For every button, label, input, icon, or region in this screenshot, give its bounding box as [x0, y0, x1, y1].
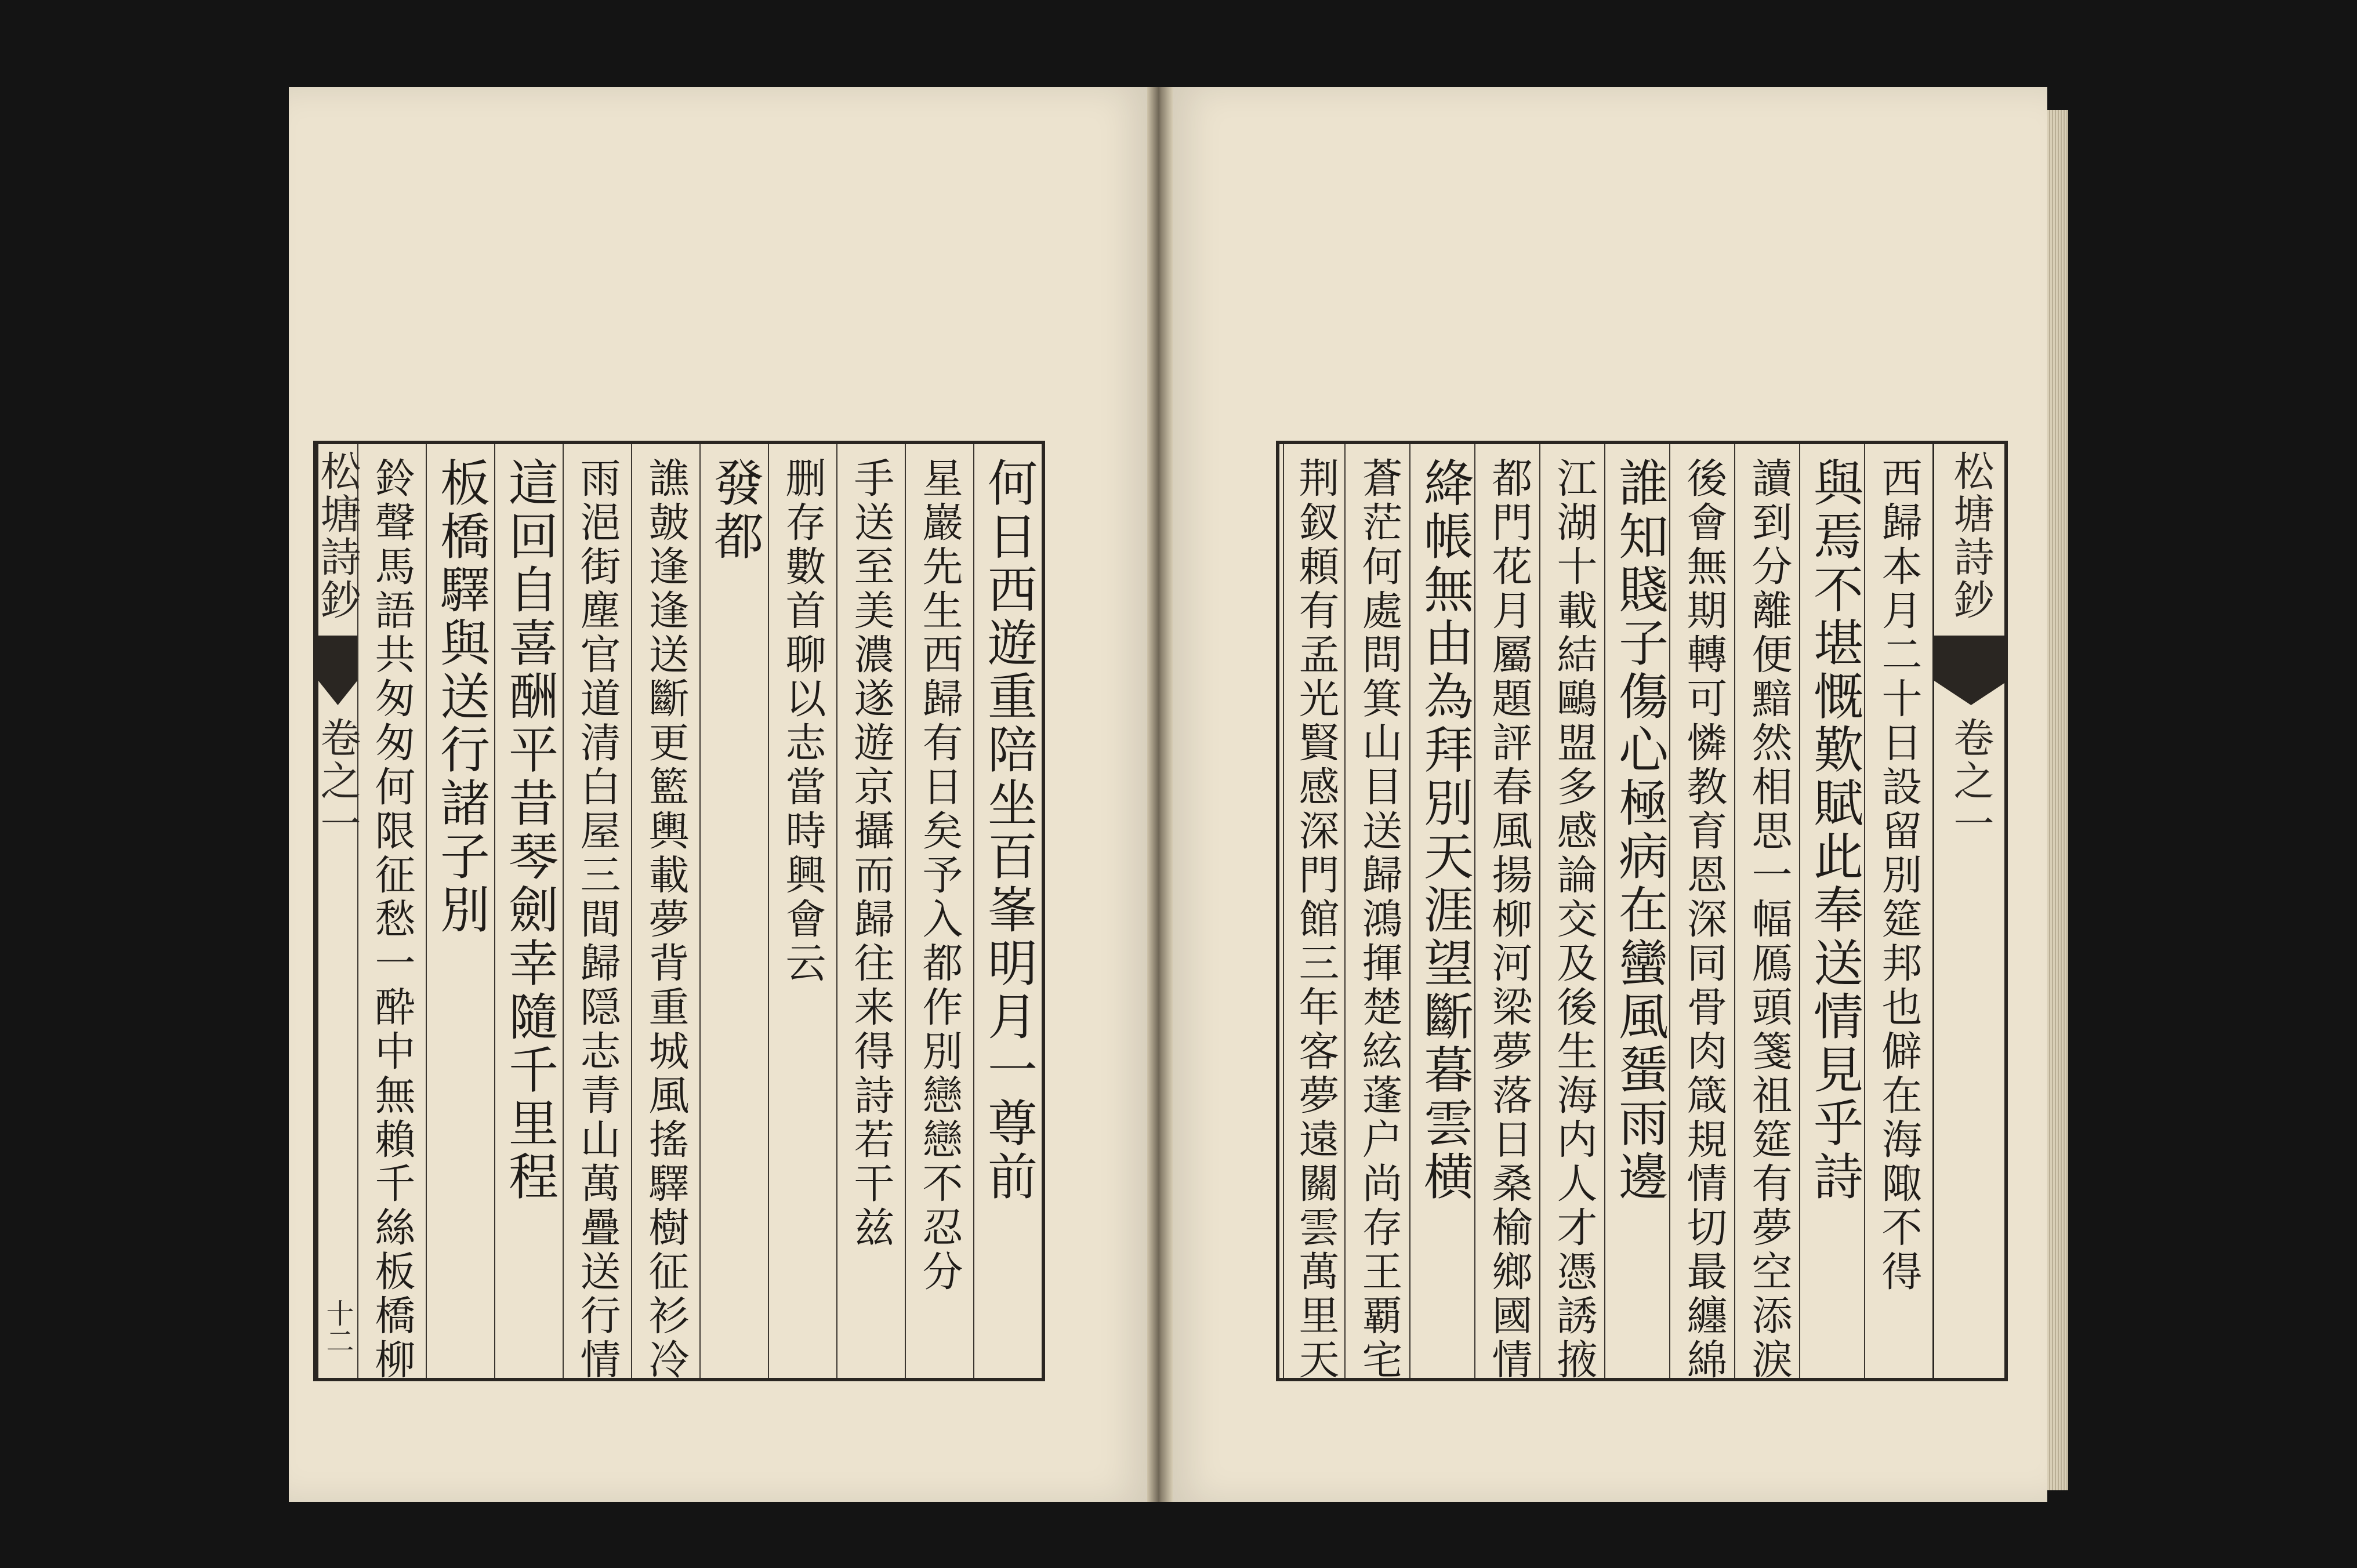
column-text: 發都 — [705, 457, 763, 564]
column — [1539, 444, 1608, 1382]
column-text: 江湖十載結鷗盟多感論交及後生海内人才憑誘掖 — [1550, 457, 1598, 1382]
column — [426, 444, 494, 1378]
column — [1734, 444, 1803, 1382]
spine-title: 松塘詩鈔 — [1947, 450, 1995, 622]
column-text: 何日西遊重陪坐百峯明月一尊前 — [979, 457, 1037, 1204]
column — [631, 444, 699, 1382]
column — [357, 444, 426, 1382]
column-text: 西歸本月二十日設留別筵邦也僻在海陬不得 — [1875, 457, 1923, 1294]
column-text: 絳帳無由為拜別天涯望斷暮雲横 — [1415, 457, 1473, 1204]
book-gutter — [1147, 87, 1173, 1502]
column-text: 蒼茫何處問箕山目送歸鴻揮楚絃蓬户尚存王覇宅 — [1355, 457, 1403, 1382]
column-text: 與焉不堪慨歎賦此奉送情見乎詩 — [1805, 457, 1863, 1204]
fish-tail-mark — [318, 636, 357, 705]
right-spine-column — [1932, 444, 2008, 1378]
column — [905, 444, 973, 1378]
column-text: 都門花月屬題評春風揚柳河梁夢落日桑榆鄉國情 — [1485, 457, 1533, 1382]
column-text: 譙皷逢逢送斷更籃輿載夢背重城風搖驛樹征衫冷 — [642, 457, 690, 1382]
column-text: 星巖先生西歸有日矣予入都作別戀戀不忍分 — [916, 457, 963, 1294]
column — [973, 444, 1042, 1378]
spine-title: 松塘詩鈔 — [314, 450, 361, 622]
column — [1799, 444, 1868, 1378]
right-text-frame — [1276, 441, 2008, 1381]
column-text: 讀到分離便黯然相思一幅鴈頭箋祖筵有夢空添淚 — [1745, 457, 1793, 1382]
spine-volume: 卷之一 — [314, 717, 361, 845]
column-text: 誰知賤子傷心極病在蠻風蜑雨邊 — [1610, 457, 1668, 1204]
left-spine-column — [314, 444, 361, 1378]
page-edges — [2047, 110, 2068, 1490]
column — [1409, 444, 1478, 1378]
spine-volume: 卷之一 — [1947, 717, 1995, 845]
page-number: 十二 — [321, 1299, 354, 1355]
column — [1604, 444, 1673, 1378]
column — [699, 444, 768, 1378]
column-text: 删存數首聊以志當時興會云 — [779, 457, 826, 986]
column — [768, 444, 836, 1378]
column — [1344, 444, 1413, 1382]
left-text-frame — [313, 441, 1045, 1381]
column — [836, 444, 905, 1378]
column — [494, 444, 563, 1378]
column-text: 荆釵頼有孟光賢感深門館三年客夢遠關雲萬里天 — [1292, 457, 1340, 1382]
column — [563, 444, 631, 1382]
column-text: 鈴聲馬語共匆匆何限征愁一酔中無賴千絲板橋柳 — [368, 457, 416, 1382]
column-text: 板橋驛與送行諸子別 — [431, 457, 489, 937]
column — [1669, 444, 1738, 1382]
column-text: 手送至美濃遂遊京攝而歸往来得詩若干兹 — [847, 457, 895, 1250]
column-text: 後會無期轉可憐教育恩深同骨肉箴規情切最纏綿 — [1680, 457, 1728, 1382]
column-text: 這回自喜酬平昔琴劍幸隨千里程 — [500, 457, 558, 1204]
fish-tail-mark — [1934, 636, 2008, 705]
column-text: 雨浥街塵官道清白屋三間歸隠志青山萬疊送行情 — [574, 457, 621, 1382]
column — [1864, 444, 1932, 1378]
column — [1474, 444, 1543, 1382]
column — [1283, 444, 1348, 1382]
